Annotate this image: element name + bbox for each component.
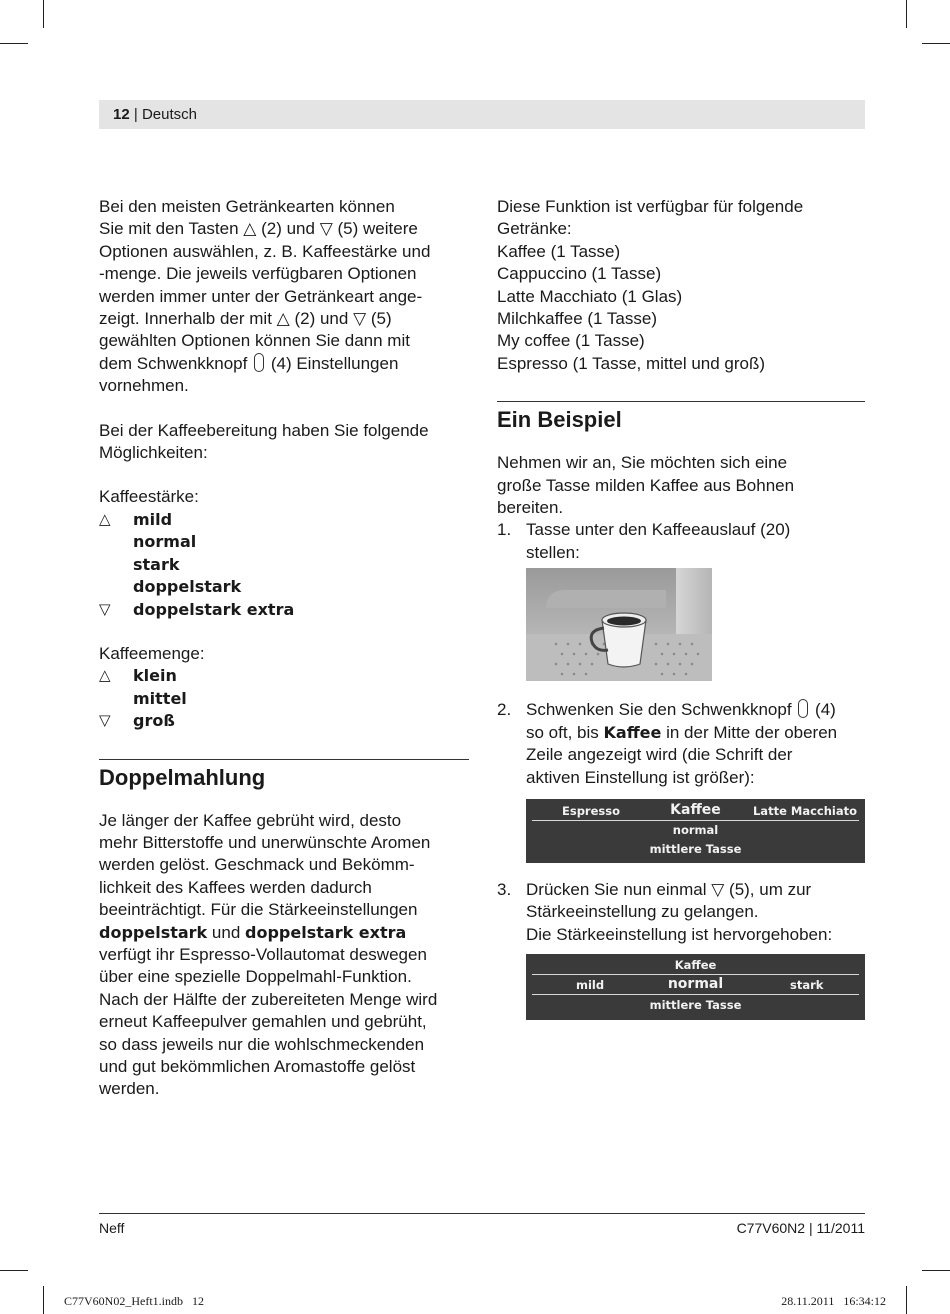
option-label: doppelstark xyxy=(133,577,242,597)
text-line: bereiten. xyxy=(497,498,564,518)
text-line: Tasse unter den Kaffeeauslauf (20) xyxy=(526,520,791,540)
crop-mark xyxy=(43,0,44,28)
list-item: My coffee (1 Tasse) xyxy=(497,331,645,351)
display-left-item: mild xyxy=(576,978,605,993)
display-drink-selection xyxy=(526,799,865,863)
text-line: Optionen auswählen, z. B. Kaffeestärke und xyxy=(99,241,431,261)
up-arrow-icon: △ xyxy=(276,309,290,329)
step-number: 1. xyxy=(497,520,512,540)
text-run: (5) xyxy=(370,309,392,329)
option-label: normal xyxy=(133,532,197,552)
crop-mark xyxy=(43,1286,44,1314)
text-run: und xyxy=(211,922,241,942)
down-arrow-icon: ▽ xyxy=(711,879,725,899)
display-row: mittlere Tasse xyxy=(649,998,742,1013)
text-line xyxy=(99,218,469,240)
text-line xyxy=(526,722,865,744)
display-divider xyxy=(532,820,859,821)
option-label: mittel xyxy=(133,688,187,708)
display-strength-selection xyxy=(526,954,865,1020)
section-paragraph xyxy=(99,810,469,1101)
option-item xyxy=(99,509,469,531)
text-run: (2) und xyxy=(294,309,349,329)
amount-options xyxy=(99,665,469,732)
text-run: doppelstark extra xyxy=(245,922,407,942)
text-line xyxy=(99,353,469,375)
text-run: Sie mit den Tasten xyxy=(99,219,239,239)
rotary-knob-icon xyxy=(254,353,264,372)
text-line: Möglichkeiten: xyxy=(99,443,208,463)
print-slug-file: C77V60N02_Heft1.indb 12 xyxy=(64,1294,204,1308)
text-run: (5), um zur xyxy=(729,879,812,899)
text-line: werden immer unter der Getränkeart ange- xyxy=(99,286,423,306)
text-line: -menge. Die jeweils verfügbaren Optionen xyxy=(99,264,417,284)
list-item: Espresso (1 Tasse, mittel und groß) xyxy=(497,353,766,373)
footer-brand: Neff xyxy=(99,1220,125,1236)
text-line: Diese Funktion ist verfügbar für folgende xyxy=(497,197,804,216)
footer-rule xyxy=(99,1213,865,1214)
section-heading: Doppelmahlung xyxy=(99,764,266,790)
up-arrow-icon: △ xyxy=(99,510,111,528)
page-header xyxy=(99,100,865,129)
text-run: (2) und xyxy=(261,219,315,239)
option-item xyxy=(99,688,469,710)
option-label: doppelstark extra xyxy=(133,599,295,619)
text-line: mehr Bitterstoffe und unerwünschte Aromen xyxy=(99,832,431,852)
up-arrow-icon: △ xyxy=(243,219,257,239)
strength-label: Kaffeestärke: xyxy=(99,487,199,507)
text-run: in der Mitte der oberen xyxy=(666,722,838,742)
text-line: stellen: xyxy=(526,542,580,562)
text-line: Nach der Hälfte der zubereiteten Menge wird xyxy=(99,989,438,1009)
footer-code: C77V60N2 | 11/2011 xyxy=(736,1220,865,1236)
text-run: (4) xyxy=(815,700,836,720)
step-2 xyxy=(497,699,865,789)
option-item xyxy=(99,665,469,687)
crop-mark xyxy=(0,1270,28,1271)
cup-under-outlet-illustration xyxy=(526,568,712,681)
display-active-item: Kaffee xyxy=(670,801,721,818)
list-item: Cappuccino (1 Tasse) xyxy=(497,264,662,284)
display-active-item: normal xyxy=(667,976,724,993)
text-run: Schwenken Sie den Schwenkknopf xyxy=(526,700,792,720)
display-row: normal xyxy=(672,822,719,837)
text-run: zeigt. Innerhalb der mit xyxy=(99,309,272,329)
text-line: verfügt ihr Espresso-Vollautomat deswegen xyxy=(99,944,427,964)
text-run: Drücken Sie nun einmal xyxy=(526,879,707,899)
display-divider xyxy=(532,994,859,995)
text-line: über eine spezielle Doppelmahl-Funktion. xyxy=(99,967,412,987)
crop-mark xyxy=(922,1270,950,1271)
down-arrow-icon: ▽ xyxy=(353,309,367,329)
down-arrow-icon: ▽ xyxy=(319,219,333,239)
crop-mark xyxy=(906,1286,907,1314)
list-item: Latte Macchiato (1 Glas) xyxy=(497,286,683,306)
step-3 xyxy=(497,879,865,946)
list-item: Kaffee (1 Tasse) xyxy=(497,241,621,261)
rotary-knob-icon xyxy=(798,699,808,718)
print-slug-timestamp: 28.11.2011 16:34:12 xyxy=(781,1294,886,1308)
list-item: Milchkaffee (1 Tasse) xyxy=(497,309,657,329)
text-line xyxy=(526,879,865,901)
display-row: Kaffee xyxy=(674,958,717,973)
text-line: vornehmen. xyxy=(99,376,189,396)
text-line: große Tasse milden Kaffee aus Bohnen xyxy=(497,475,795,495)
crop-mark xyxy=(0,43,28,44)
option-label: stark xyxy=(133,554,180,574)
text-run: dem Schwenkknopf xyxy=(99,353,248,373)
text-line: aktiven Einstellung ist größer): xyxy=(526,767,755,787)
option-label: mild xyxy=(133,509,173,529)
step-number: 2. xyxy=(497,700,512,720)
text-line: Nehmen wir an, Sie möchten sich eine xyxy=(497,453,788,473)
option-item xyxy=(99,554,469,576)
text-run: Kaffee xyxy=(603,722,662,742)
text-line: Je länger der Kaffee gebrüht wird, desto xyxy=(99,810,402,830)
step-1 xyxy=(497,519,865,564)
crop-mark xyxy=(906,0,907,28)
display-left-item: Espresso xyxy=(562,803,620,818)
option-label: klein xyxy=(133,666,177,686)
text-line: so dass jeweils nur die wohlschmeckenden xyxy=(99,1034,425,1054)
display-right-item: Latte Macchiato xyxy=(752,803,857,818)
text-line: beeinträchtigt. Für die Stärkeeinstellungen xyxy=(99,900,418,920)
left-column xyxy=(99,196,469,1101)
text-line: Die Stärkeeinstellung ist hervorgehoben: xyxy=(526,924,833,944)
text-line xyxy=(99,922,469,944)
strength-options xyxy=(99,509,469,621)
text-run: (5) weitere xyxy=(337,219,418,239)
text-line: lichkeit des Kaffees werden dadurch xyxy=(99,877,372,897)
crop-mark xyxy=(922,43,950,44)
text-line: Stärkeeinstellung zu gelangen. xyxy=(526,902,759,922)
text-line: Zeile angezeigt wird (die Schrift der xyxy=(526,745,793,765)
option-item xyxy=(99,710,469,732)
text-run: (4) Einstellungen xyxy=(270,353,399,373)
step-number: 3. xyxy=(497,879,512,899)
text-line: werden. xyxy=(99,1079,160,1099)
option-item xyxy=(99,531,469,553)
page-number: 12 xyxy=(113,106,130,123)
text-line: Bei der Kaffeebereitung haben Sie folgende xyxy=(99,420,429,440)
text-line: Bei den meisten Getränkearten können xyxy=(99,197,395,216)
display-right-item: stark xyxy=(790,978,824,993)
amount-label: Kaffeemenge: xyxy=(99,643,205,663)
header-separator: | xyxy=(133,106,138,123)
drink-list xyxy=(497,241,865,375)
down-arrow-icon: ▽ xyxy=(99,600,111,618)
text-run: so oft, bis xyxy=(526,722,599,742)
down-arrow-icon: ▽ xyxy=(99,712,111,730)
text-line: erneut Kaffeepulver gemahlen und gebrüht, xyxy=(99,1012,427,1032)
text-run: doppelstark xyxy=(99,922,208,942)
option-item xyxy=(99,599,469,621)
section-heading: Ein Beispiel xyxy=(497,407,622,433)
text-line xyxy=(99,308,469,330)
option-item xyxy=(99,576,469,598)
text-line xyxy=(526,699,865,721)
up-arrow-icon: △ xyxy=(99,667,111,685)
text-line: und gut bekömmlichen Aromastoffe gelöst xyxy=(99,1057,416,1076)
right-column xyxy=(497,196,865,1020)
text-line: gewählten Optionen können Sie dann mit xyxy=(99,331,410,351)
display-row: mittlere Tasse xyxy=(649,841,742,856)
option-label: groß xyxy=(133,711,175,731)
text-line: werden gelöst. Geschmack und Bekömm- xyxy=(99,855,415,875)
header-language: Deutsch xyxy=(141,106,197,123)
text-line: Getränke: xyxy=(497,219,572,239)
intro-paragraph xyxy=(99,196,469,398)
cup-photo xyxy=(526,568,712,681)
